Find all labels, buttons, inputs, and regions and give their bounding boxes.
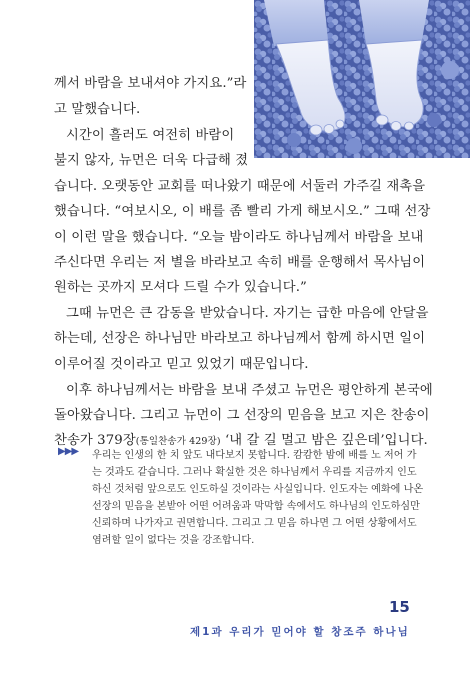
hymn-alt-number: (통일찬송가 429장) bbox=[135, 436, 221, 447]
body-line-6: 했습니다. “여보시오, 이 배를 좀 빨리 가게 해보시오.” 그때 선장 bbox=[54, 204, 431, 219]
page-number: 15 bbox=[389, 598, 410, 616]
body-line-11: 하는데, 선장은 하나님만 바라보고 하나님께서 함께 하시면 일이 bbox=[54, 331, 426, 346]
note-line-6: 염려할 일이 없다는 것을 강조합니다. bbox=[92, 535, 255, 546]
body-line-2: 고 말했습니다. bbox=[54, 102, 141, 117]
body-line-8: 주신다면 우리는 저 별을 바라보고 속히 배를 운행해서 목사님이 bbox=[54, 255, 426, 270]
hymn-number: 찬송가 379장 bbox=[54, 433, 136, 448]
body-line-1: 께서 바람을 보내셔야 가지요.”라 bbox=[54, 76, 247, 91]
note-line-2: 는 것과도 같습니다. 그러나 확실한 것은 하나님께서 우리를 지금까지 인도 bbox=[92, 467, 417, 478]
body-line-9: 원하는 곳까지 모셔다 드릴 수가 있습니다.” bbox=[54, 280, 307, 295]
chapter-footer: 제1과 우리가 믿어야 할 창조주 하나님 bbox=[190, 626, 410, 638]
body-line-7: 이 이런 말을 했습니다. “오늘 밤이라도 하나님께서 바람을 보내 bbox=[54, 230, 424, 245]
body-line-5: 습니다. 오랫동안 교회를 떠나왔기 때문에 서둘러 가주길 재촉을 bbox=[54, 179, 426, 194]
body-line-14: 돌아왔습니다. 그리고 뉴먼이 그 선장의 믿음을 보고 지은 찬송이 bbox=[54, 408, 430, 423]
body-line-3: 시간이 흘러도 여전히 바람이 bbox=[66, 128, 235, 143]
hymn-title: ‘내 갈 길 멀고 밤은 깊은데’입니다. bbox=[220, 433, 428, 448]
note-marker-icon: ▶▶▶ bbox=[58, 446, 79, 457]
body-line-13: 이후 하나님께서는 바람을 보내 주셨고 뉴먼은 평안하게 본국에 bbox=[66, 383, 433, 398]
note-line-3: 하신 것처럼 앞으로도 인도하실 것이라는 사실입니다. 인도자는 예화에 나온 bbox=[92, 484, 424, 495]
body-line-4: 불지 않자, 뉴먼은 더욱 다급해 졌 bbox=[54, 153, 249, 168]
feet-on-clover-photo bbox=[254, 0, 470, 158]
body-line-12: 이루어질 것이라고 믿고 있었기 때문입니다. bbox=[54, 357, 309, 372]
body-line-10: 그때 뉴먼은 큰 감동을 받았습니다. 자기는 급한 마음에 안달을 bbox=[66, 306, 429, 321]
note-line-4: 선장의 믿음을 본받아 어떤 어려움과 막막함 속에서도 하나님의 인도하심만 bbox=[92, 501, 420, 512]
note-line-1: 우리는 인생의 한 치 앞도 내다보지 못합니다. 캄캄한 밤에 배를 노 저어 가 bbox=[92, 450, 417, 461]
note-line-5: 신뢰하며 나가자고 권면합니다. 그리고 그 믿음 하나면 그 어떤 상황에서도 bbox=[92, 518, 417, 529]
